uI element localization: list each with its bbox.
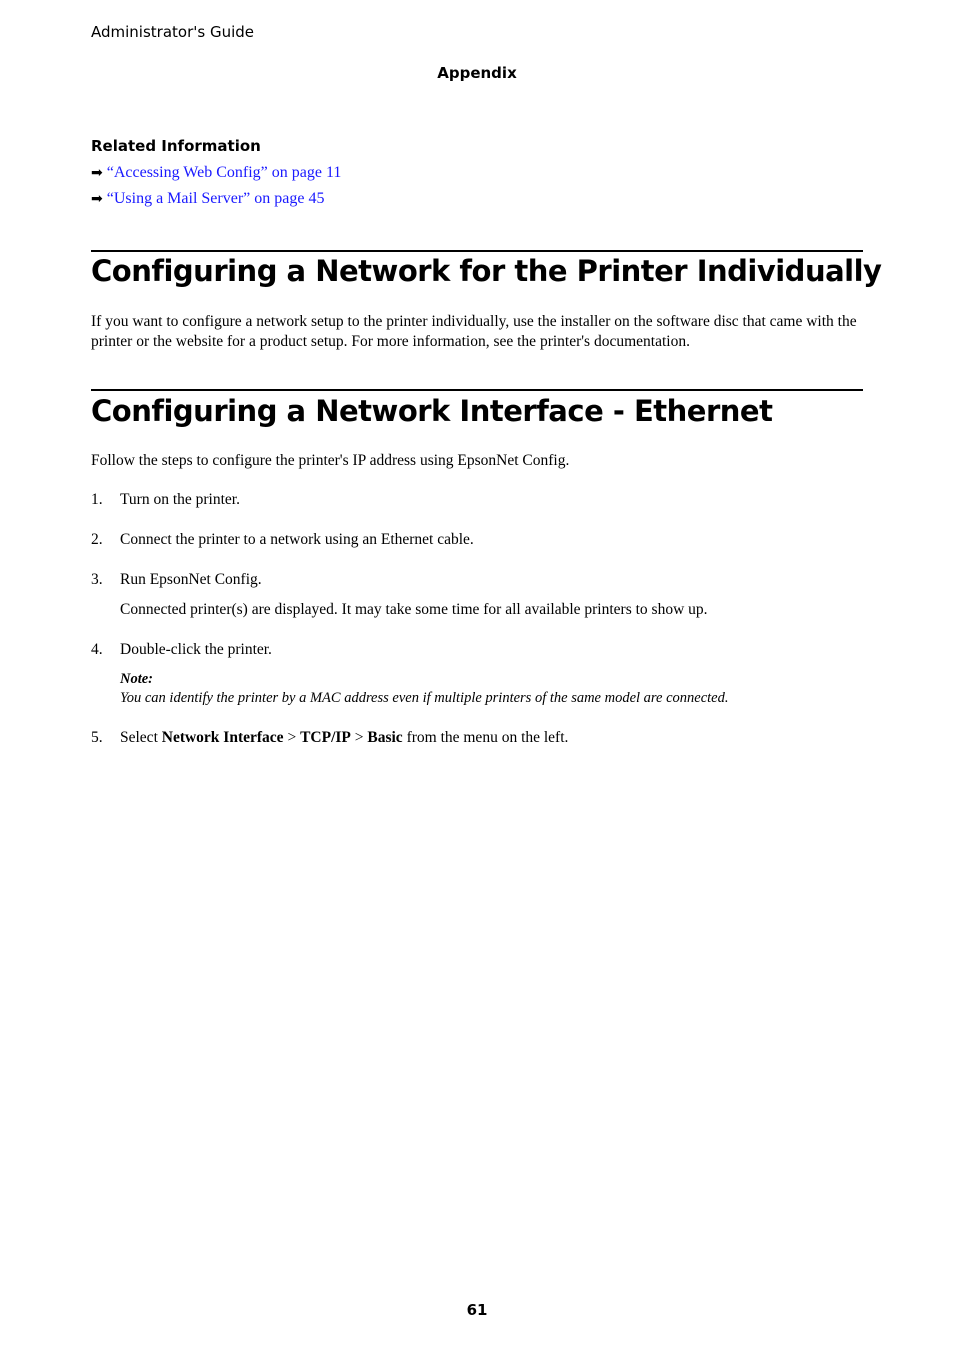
paragraph: Follow the steps to configure the printer's IP address using EpsonNet Config.	[91, 452, 570, 469]
step-text	[120, 729, 568, 747]
section-heading: Configuring a Network for the Printer Individually	[91, 254, 882, 288]
step-text: Run EpsonNet Config.	[120, 571, 262, 588]
text: from the menu on the left.	[402, 729, 569, 746]
step-number: 5.	[91, 729, 103, 746]
arrow-right-icon: ➡	[91, 166, 103, 181]
menu-path: TCP/IP	[300, 729, 351, 746]
separator: >	[283, 729, 301, 746]
separator: >	[350, 729, 368, 746]
step-number: 3.	[91, 571, 103, 588]
section-heading: Configuring a Network Interface - Ethernet	[91, 394, 773, 428]
related-link-2[interactable]	[91, 190, 324, 208]
menu-path: Network Interface	[161, 729, 284, 746]
paragraph: If you want to configure a network setup to the printer individually, use the installer on the software disc that came with the printer or the website for a product setup. For more information, see the printer's documentation.	[91, 313, 857, 350]
step-subtext: Connected printer(s) are displayed. It may take some time for all available printers to show up.	[120, 601, 708, 618]
divider	[91, 389, 863, 391]
step-text: Double-click the printer.	[120, 641, 272, 658]
note-text: You can identify the printer by a MAC address even if multiple printers of the same model are connected.	[120, 690, 729, 706]
step-number: 2.	[91, 531, 103, 548]
note-label: Note:	[120, 671, 154, 687]
divider	[91, 250, 863, 252]
link-text[interactable]: “Using a Mail Server” on page 45	[106, 190, 325, 207]
step-number: 4.	[91, 641, 103, 658]
arrow-right-icon: ➡	[91, 192, 103, 207]
step-text: Connect the printer to a network using an Ethernet cable.	[120, 531, 474, 548]
related-link-1[interactable]	[91, 164, 341, 182]
step-number: 1.	[91, 491, 103, 508]
text: Select	[120, 729, 162, 746]
section-header: Appendix	[437, 64, 517, 82]
related-info-heading: Related Information	[91, 137, 261, 155]
page-number: 61	[466, 1301, 488, 1319]
link-text[interactable]: “Accessing Web Config” on page 11	[106, 164, 342, 181]
step-text: Turn on the printer.	[120, 491, 240, 508]
menu-path: Basic	[367, 729, 403, 746]
doc-title: Administrator's Guide	[91, 23, 255, 41]
